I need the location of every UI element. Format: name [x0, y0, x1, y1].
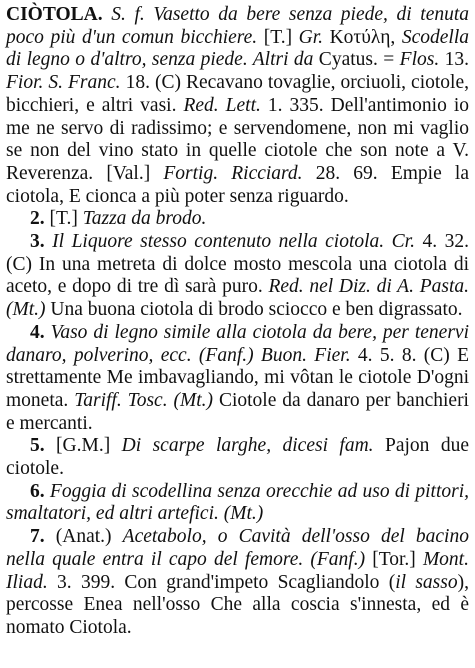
text-run: Pajon due ciotole.	[6, 435, 469, 480]
text-run: 3. 399. Con grand'impeto Scagliandolo (	[47, 571, 396, 593]
sense-7	[6, 526, 469, 640]
text-run: 5.	[30, 435, 45, 457]
text-run: [Tor.]	[365, 548, 423, 570]
text-run: Tariff. Tosc. (Mt.)	[74, 389, 214, 411]
text-run: Il Liquore stesso contenuto nella ciotola. Cr.	[52, 231, 415, 253]
text-run: [T.]	[257, 26, 299, 48]
text-run: (Anat.)	[44, 526, 123, 548]
text-run: 2.	[30, 208, 45, 230]
sense-5	[6, 435, 469, 480]
text-run: 28. 69. Empie la ciotola, E cionca a più poter senza riguardo.	[6, 162, 469, 207]
text-run: 7.	[30, 526, 45, 548]
text-run: Κοτύλη,	[323, 26, 402, 48]
text-run: 18. (C) Recavano tovaglie, orciuoli, ciotole, bicchieri, e altri vasi.	[6, 72, 469, 116]
text-run: 13.	[439, 49, 469, 71]
text-run: [T.]	[44, 208, 83, 230]
text-run: Red. nel Diz. di A. Pasta. (Mt.)	[6, 276, 469, 321]
text-run: CIÒTOLA.	[6, 4, 103, 25]
text-run: Mont. Iliad.	[6, 548, 469, 593]
text-run: 3.	[30, 231, 45, 253]
text-run: ), percosse Enea nell'osso Che alla coscia s'innesta, ed è nomato Ciotola.	[6, 571, 469, 638]
text-run: Cyatus. =	[313, 49, 400, 71]
text-run: Red. Lett.	[183, 94, 261, 116]
text-run: Scodella di legno o d'altro, senza piede. Altri da	[6, 26, 469, 71]
sense-4	[6, 322, 469, 436]
text-run: Fortig. Ricciard.	[163, 162, 303, 184]
text-run: il sasso	[395, 571, 458, 593]
sense-6	[6, 481, 469, 526]
text-run: Una buona ciotola di brodo sciocco e ben digrassato.	[45, 299, 463, 321]
text-run: Tazza da brodo.	[82, 208, 207, 230]
text-run: Foggia di scodellina senza orecchie ad uso di pittori, smaltatori, ed altri artefici. (Mt.)	[6, 480, 470, 525]
text-run: 1. 335. Dell'antimonio io me ne servo di radissimo; e servendomene, non mi vaglio se non del vino stato in quelle ciotole che son note a V. Reverenza. [Val.]	[6, 94, 469, 184]
text-run	[45, 231, 53, 252]
sense-2	[6, 208, 469, 231]
text-run: Fior. S. Franc.	[6, 72, 121, 94]
text-run: [G.M.]	[44, 435, 122, 457]
text-run: Acetabolo, o Cavità dell'osso del bacino nella quale entra il capo del femore. (Fanf.)	[6, 526, 469, 570]
text-run: Gr.	[298, 26, 324, 48]
text-run: Di scarpe larghe, dicesi fam.	[121, 435, 374, 457]
text-run: Ciotole da danaro per banchieri e mercanti.	[6, 389, 469, 434]
text-run: S. f. Vasetto da bere senza piede, di tenuta poco più d'un comun bicchiere.	[6, 4, 470, 48]
text-run: 4.	[30, 321, 45, 343]
text-run: 6.	[30, 480, 45, 502]
text-run: Vaso di legno simile alla ciotola da bere, per tenervi danaro, polverino, ecc. (Fanf.) Buon. Fier.	[6, 321, 469, 366]
sense-3	[6, 231, 469, 322]
text-run: 4. 32. (C) In una metreta di dolce mosto mescola una ciotola di aceto, e dopo di tre dì sarà puro.	[6, 231, 470, 298]
text-run	[103, 4, 112, 25]
text-run: 4. 5. 8. (C) E strettamente Me imbavagliando, mi vôtan le ciotole D'ogni moneta.	[6, 344, 469, 411]
definition-main	[6, 4, 469, 208]
text-run: Flos.	[399, 49, 440, 71]
